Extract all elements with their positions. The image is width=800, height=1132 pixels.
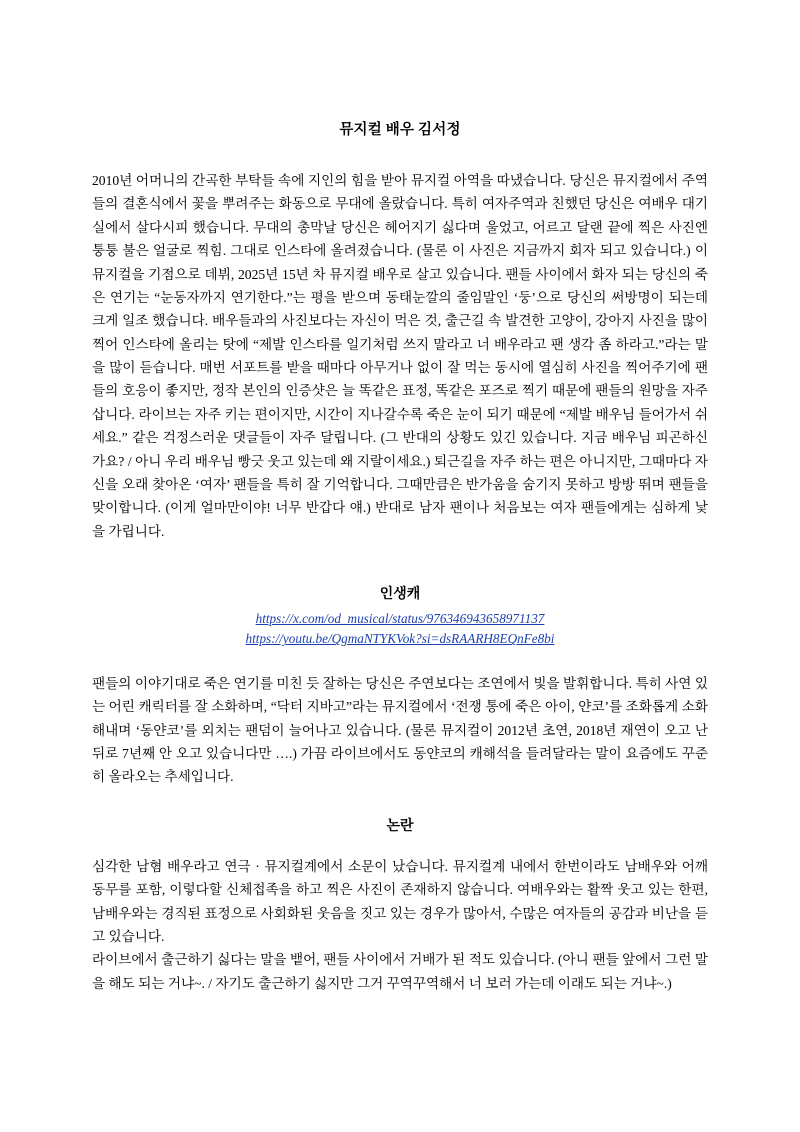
link-list [92,609,708,650]
section-paragraph-inseangkae: 팬들의 이야기대로 죽은 연기를 미친 듯 잘하는 당신은 주연보다는 조연에서 빛을 발휘합니다. 특히 사연 있는 어린 캐릭터를 잘 소화하며, “닥터 지바고”라는 뮤지컬에서 ‘전쟁 통에 죽은 아이, 얀코’를 조화롭게 소화해내며 ‘동얀코’를 외치는 팬덤이 늘어나고 있습니다. (물론 뮤지컬이 2012년 초연, 2018년 재연이 오고 난 뒤로 7년째 안 오고 있습니다만 ….) 가끔 라이브에서도 동얀코의 캐해석을 들려달라는 말이 요즘에도 꾸준히 올라오는 추세입니다. [92,675,708,785]
intro-paragraph: 2010년 어머니의 간곡한 부탁들 속에 지인의 힘을 받아 뮤지컬 아역을 따냈습니다. 당신은 뮤지컬에서 주역들의 결혼식에서 꽃을 뿌려주는 화동으로 무대에 올랐습니다. 특히 여자주역과 친했던 당신은 여배우 대기실에서 살다시피 했습니다. 무대의 총막날 당신은 헤어지기 싫다며 울었고, 어르고 달랜 끝에 찍은 사진엔 퉁퉁 불은 얼굴로 찍힘. 그대로 인스타에 올려졌습니다. (물론 이 사진은 지금까지 회자 되고 있습니다.) 이 뮤지컬을 기점으로 데뷔, 2025년 15년 차 뮤지컬 배우로 살고 있습니다. 팬들 사이에서 화자 되는 당신의 죽은 연기는 “눈동자까지 연기한다.”는 평을 받으며 동태눈깔의 줄임말인 ‘둥’으로 당신의 써방명이 되는데 크게 일조 했습니다. 배우들과의 사진보다는 자신이 먹은 것, 출근길 속 발견한 고양이, 강아지 사진을 많이 찍어 인스타에 올리는 탓에 “제발 인스타를 일기처럼 쓰지 말라고 너 배우라고 팬 생각 좀 하라고.”라는 말을 많이 듣습니다. 매번 서포트를 받을 때마다 아무거나 없이 잘 먹는 동시에 열심히 사진을 찍어주기에 팬들의 호응이 좋지만, 정작 본인의 인증샷은 늘 똑같은 표정, 똑같은 포즈로 찍기 때문에 팬들의 원망을 자주 삽니다. 라이브는 자주 키는 편이지만, 시간이 지나갈수록 죽은 눈이 되기 때문에 “제발 배우님 들어가서 쉬세요.” 같은 걱정스러운 댓글들이 자주 달립니다. (그 반대의 상황도 있긴 있습니다. 지금 배우님 피곤하신가요? / 아니 우리 배우님 빵긋 웃고 있는데 왜 지랄이세요.) 퇴근길을 자주 하는 편은 아니지만, 그때마다 자신을 오래 찾아온 ‘여자’ 팬들을 특히 잘 기억합니다. 그때만큼은 반가움을 숨기지 못하고 방방 뛰며 팬들을 맞이합니다. (이게 얼마만이야! 너무 반갑다 얘.) 반대로 남자 팬이나 처음보는 여자 팬들에게는 심하게 낯을 가립니다. [92,173,708,539]
spacer [92,543,708,583]
spacer [92,841,708,855]
page-title: 뮤지컬 배우 김서정 [339,122,461,138]
link-x-post[interactable]: https://x.com/od_musical/status/976346943658971137 [255,611,545,626]
link-youtube[interactable]: https://youtu.be/QgmaNTYKVok?si=dsRAARH8EQnFe8bi [245,631,555,647]
section-paragraph-nonran-1: 심각한 남혐 배우라고 연극 · 뮤지컬계에서 소문이 났습니다. 뮤지컬계 내에서 한번이라도 남배우와 어깨 동무를 포함, 이렇다할 신체접족을 하고 찍은 사진이 존재하지 않습니다. 여배우와는 활짝 웃고 있는 한편, 남배우와는 경직된 표정으로 사회화된 웃음을 짓고 있는 경우가 많아서, 수많은 여자들의 공감과 비난을 듣고 있습니다. [92,858,708,944]
section-heading-nonran: 논란 [386,818,414,834]
section-paragraph-nonran-2: 라이브에서 출근하기 싫다는 말을 뱉어, 팬들 사이에서 거배가 된 적도 있습니다. (아니 팬들 앞에서 그런 말을 해도 되는 거냐~. / 자기도 출근하기 싫지만 그거 꾸역꾸역해서 너 보러 가는데 이래도 되는 거냐~.) [92,952,708,991]
section-heading-inseangkae: 인생캐 [379,587,421,602]
spacer [92,789,708,815]
